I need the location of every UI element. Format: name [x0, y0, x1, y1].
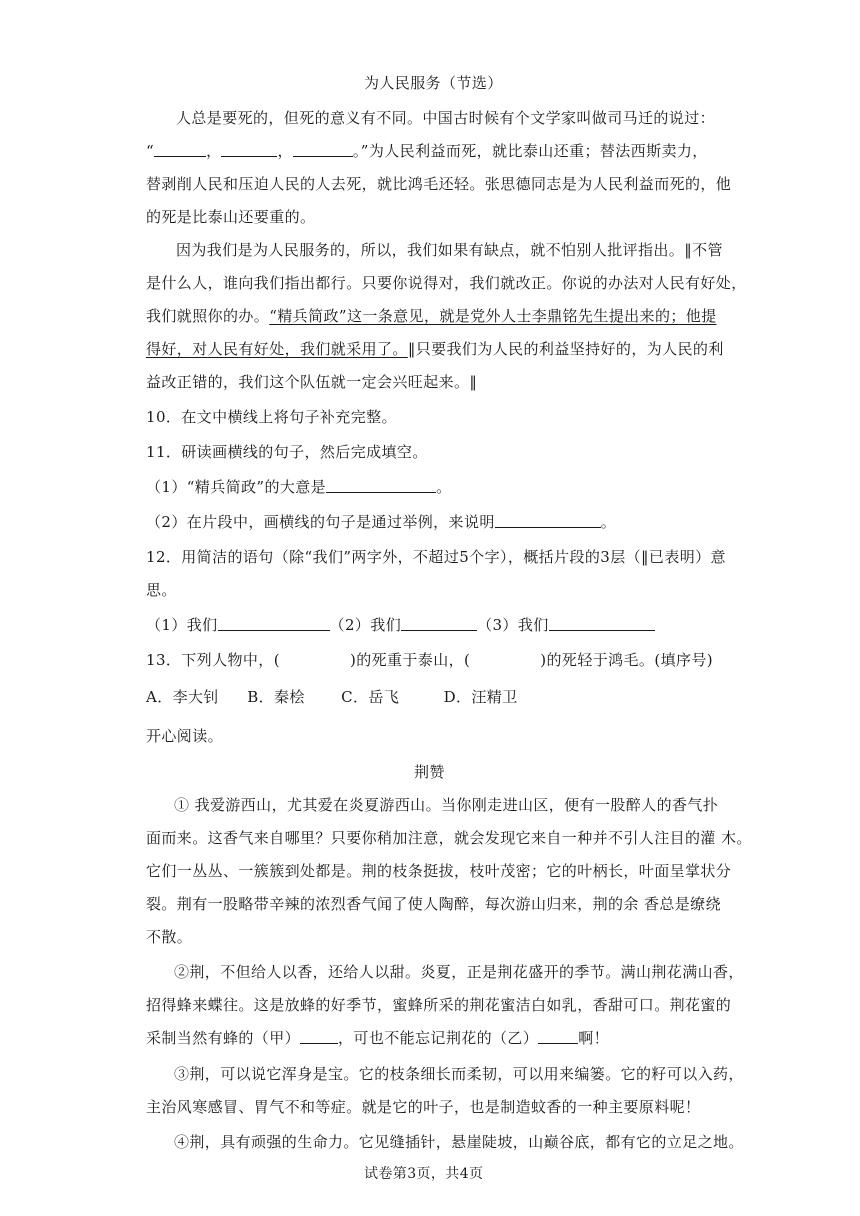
comma: ， — [206, 142, 222, 160]
section-text: 啊！ — [578, 1029, 610, 1047]
passage-paragraph-line — [146, 339, 724, 359]
section-title: 荆赞 — [414, 763, 445, 781]
page-footer: 试卷第3页，共4页 — [364, 1166, 484, 1182]
period: 。 — [436, 478, 452, 496]
answer-label: （3）我们 — [477, 616, 549, 634]
question-10: 10．在文中横线上将句子补充完整。 — [146, 408, 397, 426]
section-paragraph-line: 裂。荆有一股略带辛辣的浓烈香气闻了使人陶醉，每次游山归来，荆的余 香总是缭绕 — [146, 895, 721, 913]
period: 。 — [600, 513, 617, 531]
passage-text: ”为人民利益而死，就比泰山还重；替法西斯卖力， — [360, 142, 708, 160]
section-paragraph-line: ③荆，可以说它浑身是宝。它的枝条细长而柔韧，可以用来编篓。它的籽可以入药， — [174, 1065, 744, 1083]
passage-paragraph-line — [146, 306, 717, 326]
section-intro: 开心阅读。 — [146, 727, 224, 745]
question-11-part-2 — [146, 512, 616, 532]
question-text: （2）在片段中，画横线的句子是通过举例，来说明 — [146, 513, 495, 531]
section-paragraph-line: ① 我爱游西山，尤其爱在炎夏游西山。当你刚走进山区，便有一股醉人的香气扑 — [174, 796, 719, 814]
passage-title: 为人民服务（节选） — [364, 74, 503, 92]
passage-paragraph-line: 替剥削人民和压迫人民的人去死，就比鸿毛还轻。张思德同志是为人民利益而死的，他 — [146, 175, 732, 193]
question-11-part-1 — [146, 477, 452, 497]
answer-label: （1）我们 — [146, 616, 218, 634]
answer-label: （2）我们 — [329, 616, 402, 634]
section-fill-line — [146, 1028, 609, 1048]
section-text: 采制当然有蜂的（甲） — [146, 1029, 301, 1047]
section-paragraph-line: 它们一丛丛、一簇簇到处都是。荆的枝条挺拔，枝叶茂密；它的叶柄长，叶面呈掌状分 — [146, 862, 732, 880]
section-paragraph-line: 不散。 — [146, 928, 193, 946]
answer-blank[interactable] — [154, 142, 206, 157]
question-12-answers — [146, 615, 655, 635]
answer-blank[interactable] — [326, 478, 436, 493]
passage-paragraph-line: 的死是比泰山还要重的。 — [146, 208, 316, 226]
passage-paragraph-line: 是什么人，谁向我们指出都行。只要你说得对，我们就改正。你说的办法对人民有好处， — [146, 274, 747, 292]
section-paragraph-line: 招得蜂来蝶往。这是放蜂的好季节，蜜蜂所采的荆花蜜洁白如乳，香甜可口。荆花蜜的 — [146, 996, 732, 1014]
passage-paragraph-line: 人总是要死的，但死的意义有不同。中国古时候有个文学家叫做司马迁的说过： — [176, 109, 716, 127]
passage-text: ‖只要我们为人民的利益坚持好的，为人民的利 — [407, 340, 724, 358]
answer-blank[interactable] — [401, 616, 477, 631]
question-text: )的死重于泰山，( — [349, 651, 471, 669]
answer-blank[interactable] — [293, 142, 353, 157]
option-b: B．秦桧 — [247, 688, 305, 706]
section-paragraph-line: 面而来。这香气来自哪里？只要你稍加注意，就会发现它来自一种并不引人注目的灌 木。 — [146, 829, 752, 847]
answer-blank[interactable] — [549, 616, 655, 631]
quote-fill-line — [146, 141, 708, 161]
passage-text: 我们就照你的办。 — [146, 307, 270, 325]
quote-open: “ — [146, 142, 155, 160]
question-text: )的死轻于鸿毛。(填序号) — [540, 651, 714, 669]
passage-paragraph-line: 因为我们是为人民服务的，所以，我们如果有缺点，就不怕别人批评指出。‖不管 — [176, 241, 723, 259]
question-12: 12．用简洁的语句（除“我们”两字外，不超过5个字），概括片段的3层（‖已表明）意 — [146, 548, 726, 566]
question-11: 11．研读画横线的句子，然后完成填空。 — [146, 443, 428, 461]
section-paragraph-line: ②荆，不但给人以香，还给人以甜。炎夏，正是荆花盛开的季节。满山荆花满山香， — [174, 963, 744, 981]
option-c: C．岳飞 — [341, 688, 400, 706]
section-text: ，可也不能忘记荆花的（乙） — [338, 1029, 539, 1047]
option-a: A．李大钊 — [146, 688, 219, 706]
answer-blank[interactable] — [218, 616, 330, 631]
option-d: D．汪精卫 — [443, 688, 518, 706]
answer-blank[interactable] — [221, 142, 277, 157]
question-text: 13．下列人物中，( — [146, 651, 280, 669]
period: 。 — [352, 142, 361, 160]
underlined-sentence: “精兵简政”这一条意见，就是党外人士李鼎铭先生提出来的；他提 — [269, 307, 717, 325]
question-13-options — [146, 687, 518, 707]
answer-blank[interactable] — [495, 513, 601, 528]
underlined-sentence: 得好，对人民有好处，我们就采用了。 — [146, 340, 408, 358]
section-paragraph-line: 主治风寒感冒、胃气不和等症。就是它的叶子，也是制造蚊香的一种主要原料呢！ — [146, 1098, 701, 1116]
answer-blank[interactable] — [538, 1029, 578, 1044]
question-text: （1）“精兵简政”的大意是 — [146, 478, 327, 496]
comma: ， — [277, 142, 293, 160]
question-12-continued: 思。 — [146, 581, 177, 599]
passage-paragraph-line: 益改正错的，我们这个队伍就一定会兴旺起来。‖ — [146, 373, 478, 391]
question-13 — [146, 650, 713, 670]
answer-blank[interactable] — [300, 1029, 338, 1044]
section-paragraph-line: ④荆，具有顽强的生命力。它见缝插针，悬崖陡坡，山巅谷底，都有它的立足之地。 — [174, 1133, 744, 1151]
